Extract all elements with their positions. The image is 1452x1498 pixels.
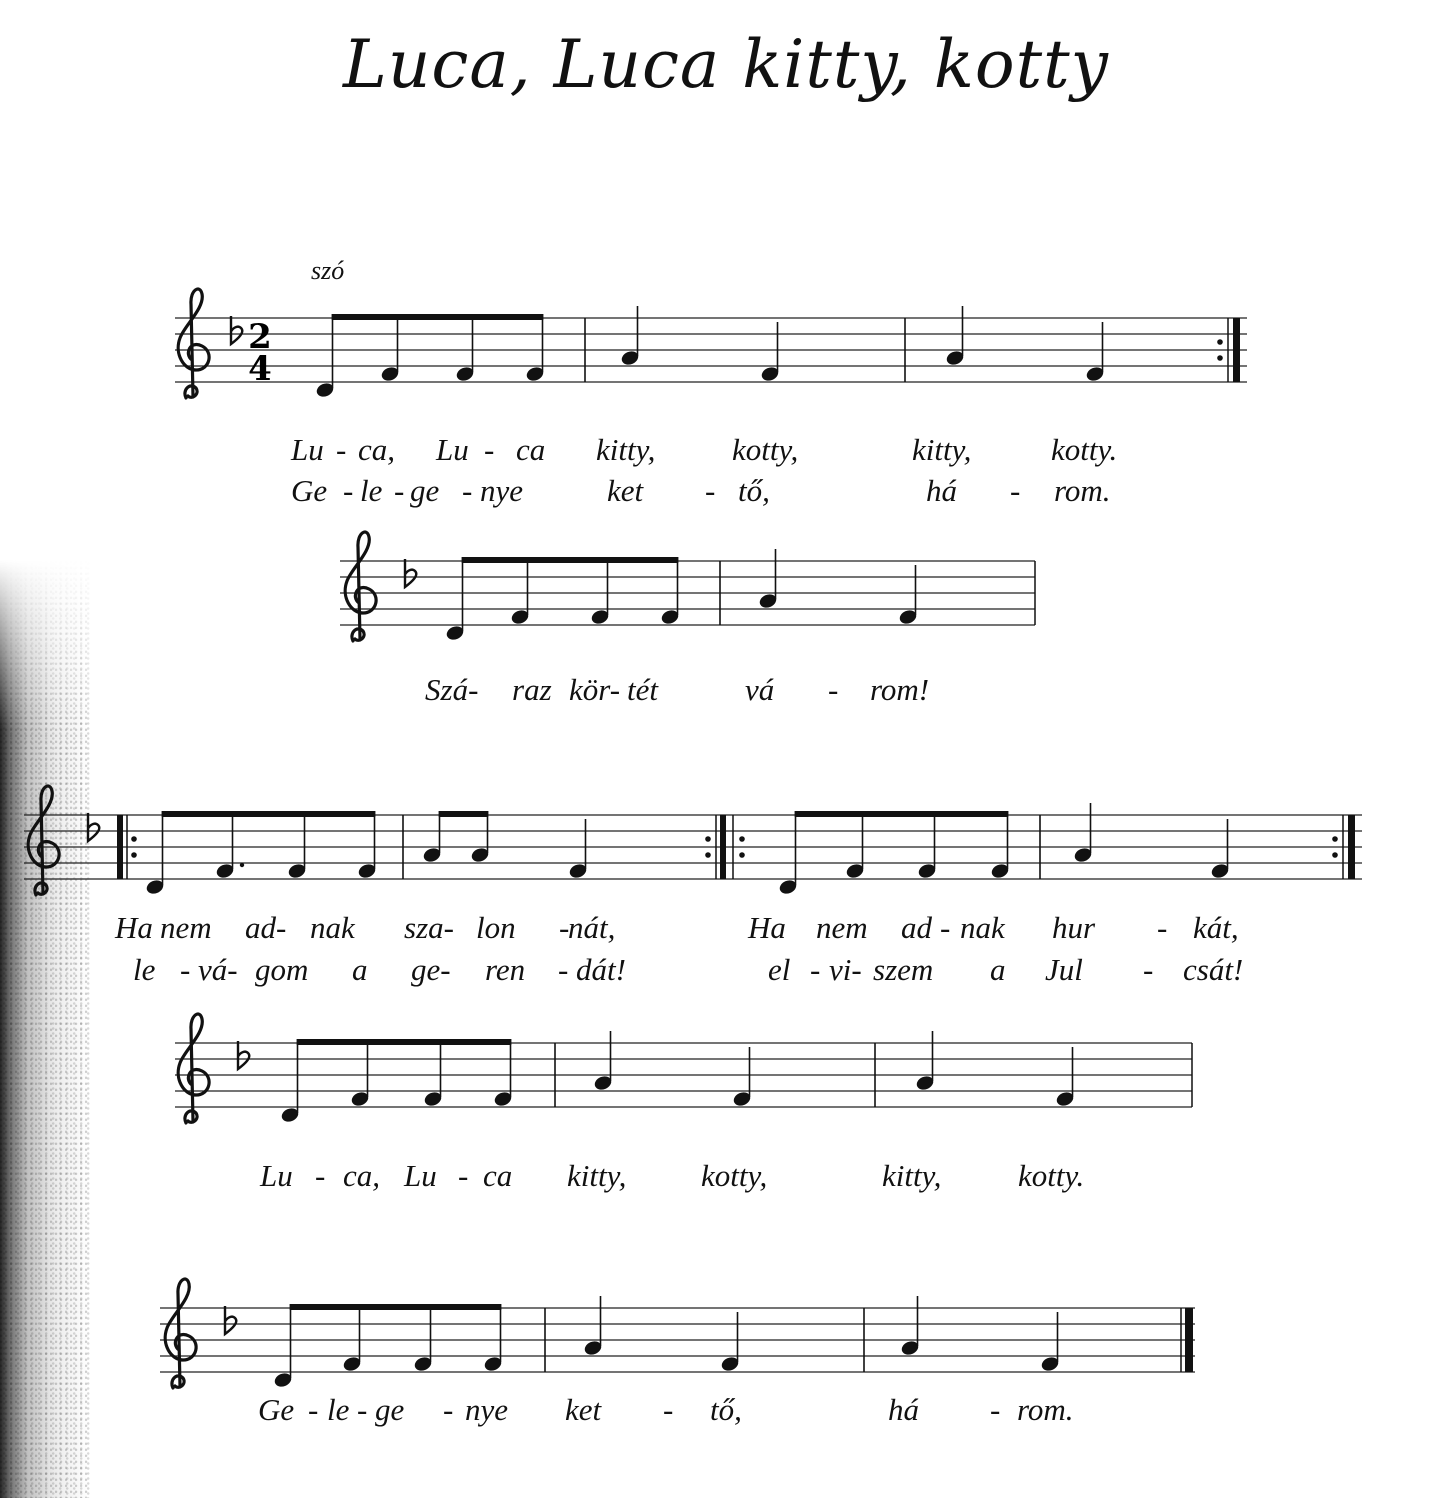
- note-beam: [332, 314, 544, 320]
- lyric-syllable: kotty,: [732, 432, 799, 467]
- lyric-syllable: Ge: [291, 473, 328, 508]
- lyric-syllable: ca: [516, 432, 546, 467]
- tempo-mark: szó: [311, 256, 345, 285]
- lyric-syllable: vi-: [829, 952, 862, 987]
- repeat-start-thick-bar: [117, 815, 123, 879]
- lyric-hyphen: -: [940, 910, 951, 945]
- lyric-syllable: a: [352, 952, 368, 987]
- lyric-syllable: ge: [410, 473, 440, 508]
- song-title: Luca, Luca kitty, kotty: [343, 26, 1109, 103]
- lyric-hyphen: -: [315, 1158, 326, 1193]
- repeat-thick-bar: [720, 815, 726, 879]
- lyric-syllable: ket: [565, 1392, 602, 1427]
- repeat-dot: [1332, 836, 1338, 842]
- lyric-syllable: ge: [375, 1392, 405, 1427]
- staff-system-3: [24, 786, 1362, 896]
- lyric-syllable: rom.: [1054, 473, 1111, 508]
- lyric-syllable: ge-: [411, 952, 451, 987]
- note-beam: [162, 811, 376, 817]
- lyric-syllable: rom!: [870, 672, 930, 707]
- lyric-syllable: el: [768, 952, 791, 987]
- lyric-syllable: csát!: [1183, 952, 1244, 987]
- lyric-syllable: rom.: [1017, 1392, 1074, 1427]
- augmentation-dot: [240, 863, 244, 867]
- repeat-dot: [1332, 852, 1338, 858]
- lyric-syllable: a: [990, 952, 1006, 987]
- lyric-hyphen: -: [357, 1392, 368, 1427]
- lyric-syllable: kát,: [1193, 910, 1239, 945]
- lyric-syllable: Lu: [260, 1158, 293, 1193]
- lyric-hyphen: -: [394, 473, 405, 508]
- lyric-syllable: ad-: [245, 910, 287, 945]
- lyric-syllable: nak: [960, 910, 1005, 945]
- lyric-syllable: Ha: [115, 910, 153, 945]
- lyric-syllable: kitty,: [596, 432, 656, 467]
- lyric-hyphen: -: [990, 1392, 1001, 1427]
- lyric-syllable: kitty,: [882, 1158, 942, 1193]
- lyric-syllable: Ge: [258, 1392, 295, 1427]
- lyric-syllable: kotty.: [1051, 432, 1118, 467]
- repeat-dot: [131, 852, 137, 858]
- flat-sign-icon: [225, 1306, 236, 1334]
- lyric-hyphen: -: [443, 1392, 454, 1427]
- lyric-syllable: há: [888, 1392, 919, 1427]
- lyric-syllable: kotty,: [701, 1158, 768, 1193]
- lyric-syllable: Jul: [1045, 952, 1083, 987]
- staff-system-4: [175, 1014, 1192, 1124]
- note-beam: [290, 1304, 502, 1310]
- lyric-syllable: le: [360, 473, 383, 508]
- note-beam: [297, 1039, 512, 1045]
- lyric-hyphen: -: [828, 672, 839, 707]
- lyric-syllable: ren: [485, 952, 526, 987]
- lyric-syllable: Lu: [291, 432, 324, 467]
- lyric-hyphen: -: [559, 910, 570, 945]
- staff-system-2: [340, 532, 1035, 642]
- lyric-syllable: sza-: [404, 910, 454, 945]
- lyric-syllable: kör-: [569, 672, 621, 707]
- lyric-syllable: ad: [901, 910, 932, 945]
- lyric-hyphen: -: [1157, 910, 1168, 945]
- lyric-syllable: kitty,: [567, 1158, 627, 1193]
- repeat-dot: [1217, 355, 1223, 361]
- repeat-dot: [705, 852, 711, 858]
- lyric-syllable: Ha: [748, 910, 786, 945]
- lyric-hyphen: -: [705, 473, 716, 508]
- lyric-syllable: nem: [816, 910, 868, 945]
- lyric-syllable: le: [327, 1392, 350, 1427]
- lyric-syllable: dát!: [576, 952, 626, 987]
- lyric-syllable: szem: [873, 952, 934, 987]
- lyric-syllable: nak: [310, 910, 355, 945]
- lyric-syllable: nye: [480, 473, 524, 508]
- lyric-syllable: tő,: [738, 473, 770, 508]
- repeat-dot: [739, 836, 745, 842]
- final-thick-bar: [1185, 1308, 1193, 1372]
- lyric-syllable: nát,: [568, 910, 616, 945]
- lyric-syllable: gom: [255, 952, 309, 987]
- lyric-hyphen: -: [484, 432, 495, 467]
- lyric-syllable: le: [133, 952, 156, 987]
- lyric-hyphen: -: [1143, 952, 1154, 987]
- lyric-syllable: há: [926, 473, 957, 508]
- repeat-dot: [131, 836, 137, 842]
- repeat-dot: [1217, 339, 1223, 345]
- lyric-hyphen: -: [1010, 473, 1021, 508]
- time-signature-top: 2: [248, 317, 272, 357]
- lyric-syllable: ca,: [343, 1158, 381, 1193]
- lyric-syllable: tét: [627, 672, 658, 707]
- repeat-end-thick-bar: [1233, 318, 1240, 382]
- flat-sign-icon: [238, 1041, 249, 1069]
- repeat-dot: [705, 836, 711, 842]
- lyric-syllable: ket: [607, 473, 644, 508]
- lyric-hyphen: -: [810, 952, 821, 987]
- staff-system-1: [175, 289, 1247, 399]
- time-signature-bottom: 4: [248, 349, 272, 389]
- lyric-syllable: kitty,: [912, 432, 972, 467]
- lyric-syllable: vá: [745, 672, 775, 707]
- lyric-syllable: nye: [465, 1392, 509, 1427]
- note-beam: [462, 557, 679, 563]
- staff-system-5: [160, 1279, 1195, 1389]
- note-beam: [439, 811, 489, 817]
- lyric-syllable: lon: [476, 910, 516, 945]
- lyric-syllable: kotty.: [1018, 1158, 1085, 1193]
- lyric-hyphen: -: [308, 1392, 319, 1427]
- lyric-syllable: vá-: [198, 952, 238, 987]
- lyric-syllable: ca,: [358, 432, 396, 467]
- flat-sign-icon: [231, 316, 242, 344]
- flat-sign-icon: [88, 813, 99, 841]
- lyric-syllable: nem: [160, 910, 212, 945]
- lyric-hyphen: -: [462, 473, 473, 508]
- lyric-syllable: tő,: [710, 1392, 742, 1427]
- lyric-hyphen: -: [663, 1392, 674, 1427]
- lyric-syllable: Szá-: [425, 672, 479, 707]
- repeat-dot: [739, 852, 745, 858]
- lyric-hyphen: -: [180, 952, 191, 987]
- repeat-end-thick-bar: [1348, 815, 1355, 879]
- lyric-hyphen: -: [343, 473, 354, 508]
- lyric-syllable: Lu: [404, 1158, 437, 1193]
- flat-sign-icon: [405, 559, 416, 587]
- lyric-syllable: ca: [483, 1158, 513, 1193]
- lyric-hyphen: -: [558, 952, 569, 987]
- lyric-syllable: raz: [512, 672, 552, 707]
- lyric-hyphen: -: [336, 432, 347, 467]
- lyric-syllable: Lu: [436, 432, 469, 467]
- lyric-hyphen: -: [458, 1158, 469, 1193]
- note-beam: [795, 811, 1009, 817]
- lyric-syllable: hur: [1052, 910, 1096, 945]
